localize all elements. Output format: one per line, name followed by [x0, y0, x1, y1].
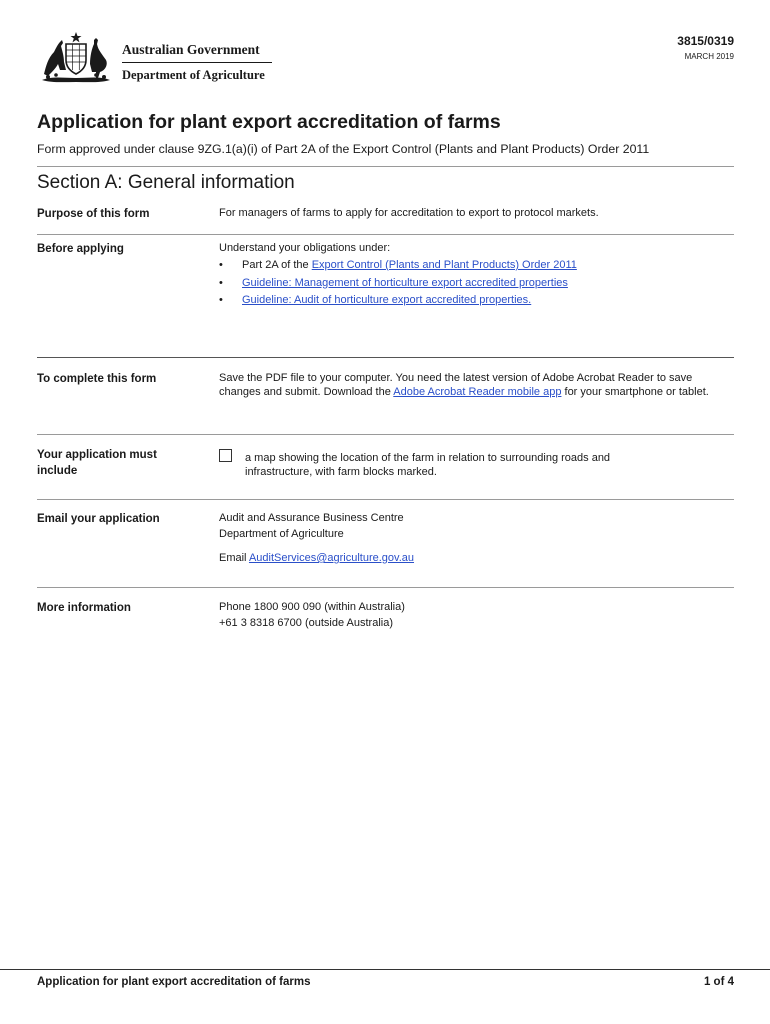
to-complete-text-a: Save the PDF file to your computer. You need the latest version of Adobe Acrobat Reader to save changes and submit. Download the [219, 372, 693, 398]
more-information-label: More information [37, 602, 131, 614]
footer-title: Application for plant export accreditation of farms [37, 976, 311, 988]
divider [37, 434, 734, 435]
acrobat-reader-link[interactable]: Adobe Acrobat Reader mobile app [393, 386, 562, 398]
page-title: Application for plant export accreditation of farms [37, 111, 501, 133]
export-control-order-link[interactable]: Export Control (Plants and Plant Products) Order 2011 [311, 259, 577, 271]
obligations-list [219, 257, 734, 310]
department-name: Department of Agriculture [122, 68, 265, 82]
government-branding [122, 42, 272, 82]
email-recipient-line1: Audit and Assurance Business Centre [219, 512, 404, 524]
email-application-content [219, 510, 734, 566]
must-include-content [219, 449, 734, 479]
footer-divider [0, 969, 770, 970]
form-date: MARCH 2019 [684, 52, 734, 61]
list-item [219, 257, 734, 275]
divider [37, 234, 734, 235]
list-item [219, 292, 734, 310]
map-checkbox[interactable] [219, 449, 232, 462]
page-subtitle: Form approved under clause 9ZG.1(a)(i) of Part 2A of the Export Control (Plants and Plant Products) Order 2011 [37, 142, 650, 156]
email-application-label: Email your application [37, 513, 160, 525]
to-complete-label: To complete this form [37, 373, 157, 385]
coat-of-arms-icon [38, 30, 114, 86]
more-information-content [219, 599, 734, 631]
guideline-management-link[interactable]: Guideline: Management of horticulture export accredited properties [242, 276, 568, 289]
email-line [219, 550, 734, 566]
government-name: Australian Government [122, 42, 260, 57]
bullet-prefix: Part 2A of the [242, 259, 312, 271]
email-prefix: Email [219, 552, 249, 564]
to-complete-text [219, 371, 729, 399]
map-requirement-text: a map showing the location of the farm in relation to surrounding roads and infrastructure, with farm blocks marked. [245, 452, 611, 478]
bullet: • [219, 294, 223, 306]
guideline-audit-link[interactable]: Guideline: Audit of horticulture export accredited properties. [242, 294, 532, 306]
before-applying-content [219, 240, 734, 310]
divider [37, 587, 734, 588]
branding-divider [122, 62, 272, 63]
divider [37, 166, 734, 167]
divider [37, 357, 734, 358]
divider [37, 499, 734, 500]
email-link[interactable]: AuditServices@agriculture.gov.au [248, 552, 415, 564]
purpose-text: For managers of farms to apply for accreditation to export to protocol markets. [219, 207, 599, 219]
purpose-label: Purpose of this form [37, 208, 150, 220]
email-recipient-line2: Department of Agriculture [219, 528, 344, 540]
map-checkbox-row [219, 449, 734, 479]
bullet: • [219, 259, 223, 271]
bullet: • [219, 276, 223, 289]
page-number: 1 of 4 [703, 976, 734, 988]
list-item [219, 275, 734, 293]
phone-within-australia: Phone 1800 900 090 (within Australia) [219, 601, 405, 613]
before-applying-label: Before applying [37, 243, 124, 255]
to-complete-text-b: for your smartphone or tablet. [561, 386, 709, 398]
form-number: 3815/0319 [677, 34, 734, 48]
must-include-label: Your application must include [37, 449, 157, 477]
phone-outside-australia: +61 3 8318 6700 (outside Australia) [219, 617, 393, 629]
obligations-intro: Understand your obligations under: [219, 242, 391, 254]
section-title: Section A: General information [37, 172, 295, 193]
